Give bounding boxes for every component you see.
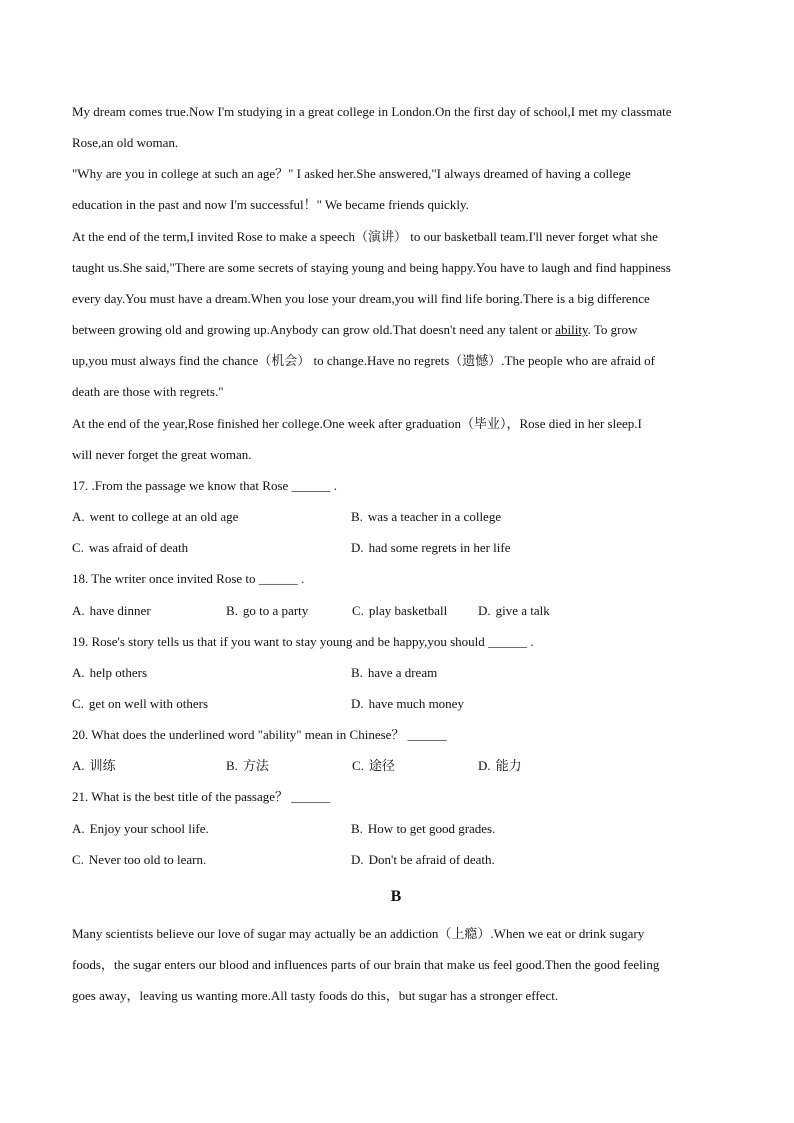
option-text: Never too old to learn.	[88, 851, 207, 867]
option-a	[72, 595, 226, 626]
option-label: A.	[72, 758, 85, 774]
passage-line: will never forget the great woman.	[72, 446, 252, 462]
options-row	[72, 844, 720, 875]
question-18	[72, 563, 720, 625]
option-text: have much money	[368, 695, 464, 711]
option-text: Enjoy your school life.	[89, 820, 209, 836]
option-d	[478, 595, 550, 626]
option-c	[352, 750, 478, 781]
option-text: went to college at an old age	[89, 509, 239, 525]
question-stem: 20. What does the underlined word "ability" mean in Chinese？ ______	[72, 727, 447, 743]
option-label: C.	[72, 540, 84, 556]
option-label: C.	[72, 851, 84, 867]
option-label: A.	[72, 820, 85, 836]
passage-a	[72, 96, 720, 470]
option-text: get on well with others	[88, 695, 209, 711]
passage-line: up,you must always find the chance（机会） to change.Have no regrets（遗憾）.The people who are afraid of	[72, 353, 656, 369]
option-c	[72, 844, 351, 875]
option-text: had some regrets in her life	[368, 540, 511, 556]
option-b	[226, 750, 352, 781]
option-a	[72, 657, 351, 688]
option-c	[352, 595, 478, 626]
option-text: 训练	[89, 758, 116, 774]
option-label: B.	[226, 602, 238, 618]
question-stem: 18. The writer once invited Rose to ______ .	[72, 571, 305, 587]
option-label: A.	[72, 664, 85, 680]
underlined-word: ability	[555, 322, 588, 338]
question-21	[72, 781, 720, 874]
option-label: B.	[351, 509, 363, 525]
option-text: play basketball	[368, 602, 448, 618]
option-label: D.	[351, 695, 364, 711]
line-text-after: . To grow	[587, 322, 638, 338]
option-b	[351, 501, 501, 532]
passage-line: foods，the sugar enters our blood and influences parts of our brain that make us feel good.Then the good feeling	[72, 957, 660, 973]
option-d	[351, 844, 495, 875]
option-label: D.	[351, 540, 364, 556]
option-label: D.	[351, 851, 364, 867]
option-label: B.	[351, 664, 363, 680]
option-text: have a dream	[367, 664, 438, 680]
options-row	[72, 595, 720, 626]
options-row	[72, 501, 720, 532]
question-stem: 19. Rose's story tells us that if you want to stay young and be happy,you should ______ .	[72, 633, 534, 649]
passage-line: At the end of the term,I invited Rose to make a speech（演讲） to our basketball team.I'll never forget what she	[72, 228, 658, 244]
passage-line: "Why are you in college at such an age？" I asked her.She answered,"I always dreamed of having a college	[72, 166, 631, 182]
section-heading: B	[390, 887, 402, 905]
options-row	[72, 750, 720, 781]
option-d	[351, 532, 511, 563]
option-text: have dinner	[89, 602, 151, 618]
passage-line: taught us.She said,"There are some secrets of staying young and being happy.You have to laugh and find happiness	[72, 259, 671, 275]
passage-line: Many scientists believe our love of sugar may actually be an addiction（上瘾）.When we eat or drink sugary	[72, 925, 645, 941]
option-text: give a talk	[495, 602, 550, 618]
question-stem: 17. .From the passage we know that Rose ______ .	[72, 477, 338, 493]
option-d	[351, 688, 464, 719]
option-a	[72, 501, 351, 532]
option-label: B.	[226, 758, 238, 774]
option-c	[72, 688, 351, 719]
page-content	[72, 96, 720, 1011]
question-20	[72, 719, 720, 781]
option-a	[72, 813, 351, 844]
question-19	[72, 626, 720, 719]
option-label: A.	[72, 602, 85, 618]
line-text-before: between growing old and growing up.Anybody can grow old.That doesn't need any talent or	[72, 322, 556, 338]
option-b	[351, 813, 495, 844]
option-text: was afraid of death	[88, 540, 189, 556]
option-label: C.	[72, 695, 84, 711]
option-text: 途径	[368, 758, 395, 774]
option-text: help others	[89, 664, 148, 680]
passage-line-with-underline	[72, 314, 720, 345]
options-row	[72, 813, 720, 844]
option-label: D.	[478, 602, 491, 618]
options-row	[72, 688, 720, 719]
option-label: C.	[352, 602, 364, 618]
option-text: go to a party	[242, 602, 309, 618]
option-b	[351, 657, 437, 688]
passage-line: education in the past and now I'm successful！" We became friends quickly.	[72, 197, 469, 213]
option-label: A.	[72, 509, 85, 525]
passage-line: At the end of the year,Rose finished her college.One week after graduation（毕业），Rose died in her sleep.I	[72, 415, 642, 431]
passage-line: My dream comes true.Now I'm studying in a great college in London.On the first day of school,I met my classmate	[72, 104, 672, 119]
passage-line: Rose,an old woman.	[72, 135, 179, 151]
option-text: 能力	[495, 758, 522, 774]
option-a	[72, 750, 226, 781]
passage-b	[72, 918, 720, 1011]
option-label: D.	[478, 758, 491, 774]
option-text: was a teacher in a college	[367, 509, 502, 525]
option-c	[72, 532, 351, 563]
option-text: How to get good grades.	[367, 820, 496, 836]
option-text: Don't be afraid of death.	[368, 851, 495, 867]
passage-line: every day.You must have a dream.When you lose your dream,you will find life boring.There is a big difference	[72, 290, 650, 306]
option-label: B.	[351, 820, 363, 836]
option-text: 方法	[242, 758, 269, 774]
options-row	[72, 657, 720, 688]
option-d	[478, 750, 522, 781]
passage-line: death are those with regrets."	[72, 384, 224, 400]
question-17	[72, 470, 720, 563]
passage-line: goes away，leaving us wanting more.All tasty foods do this，but sugar has a stronger effect.	[72, 988, 559, 1004]
options-row	[72, 532, 720, 563]
option-label: C.	[352, 758, 364, 774]
question-stem: 21. What is the best title of the passage？ ______	[72, 789, 331, 805]
option-b	[226, 595, 352, 626]
